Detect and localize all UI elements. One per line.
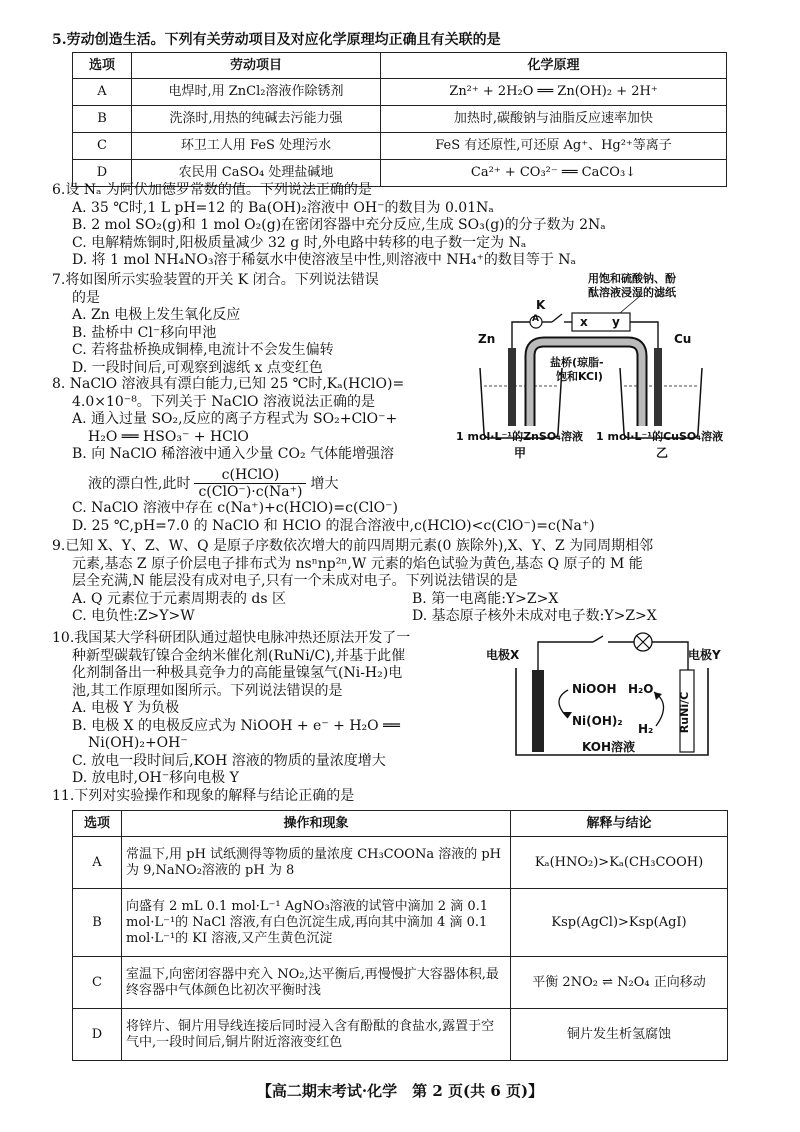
q11-stem xyxy=(52,788,760,806)
q8-cd xyxy=(52,500,760,535)
cell: 环卫工人用 FeS 处理污水 xyxy=(132,133,381,160)
option-b-cont: Ni(OH)₂+OH⁻ xyxy=(88,735,188,751)
cell: 加热时,碳酸钠与油脂反应速率加快 xyxy=(381,106,727,133)
cell: A xyxy=(73,837,122,889)
question-stem-cont: 层全充满,N 能层没有成对电子,只有一个未成对电子。下列说法错误的是 xyxy=(72,573,518,589)
fraction xyxy=(194,467,306,500)
option-d: D. 一段时间后,可观察到滤纸 x 点变红色 xyxy=(72,359,323,376)
cell: 常温下,用 pH 试纸测得等物质的量浓度 CH₃COONa 溶液的 pH 为 9,NaNO₂溶液的 pH 为 8 xyxy=(122,837,511,889)
question-stem: 11.下列对实验操作和现象的解释与结论正确的是 xyxy=(52,788,355,804)
option-c: C. NaClO 溶液中存在 c(Na⁺)+c(HClO)=c(ClO⁻) xyxy=(72,500,398,516)
table-header: 操作和现象 xyxy=(122,811,511,837)
option-b-text: 液的漂白性,此时 xyxy=(88,475,191,492)
question-stem-cont: 种新型碳载钌镍合金纳米催化剂(RuNi/C),并基于此催 xyxy=(72,647,406,664)
table-row xyxy=(73,957,728,1009)
q10-figure xyxy=(488,630,738,775)
cell: 将锌片、铜片用导线连接后同时浸入含有酚酞的食盐水,露置于空气中,一段时间后,铜片附近溶液变红色 xyxy=(122,1009,511,1061)
option-a: A. 35 ℃时,1 L pH=12 的 Ba(OH)₂溶液中 OH⁻的数目为 0.01Nₐ xyxy=(72,199,494,216)
question-stem-cont: 池,其工作原理如图所示。下列说法错误的是 xyxy=(72,682,343,699)
question-stem: 6.设 Nₐ 为阿伏加德罗常数的值。下列说法正确的是 xyxy=(52,182,372,198)
option-b-text: 增大 xyxy=(310,475,339,492)
cu-solution-label: 1 mol·L⁻¹的CuSO₄溶液 xyxy=(596,430,724,443)
option-b: B. 2 mol SO₂(g)和 1 mol O₂(g)在密闭容器中充分反应,生成 SO₃(g)的分子数为 2Nₐ xyxy=(72,217,606,233)
cell-jia-label: 甲 xyxy=(514,446,527,460)
point-x-label: x xyxy=(580,315,588,329)
cell: Zn²⁺ + 2H₂O ══ Zn(OH)₂ + 2H⁺ xyxy=(381,79,727,106)
option-d: D. 放电时,OH⁻移向电极 Y xyxy=(72,770,239,786)
paper-label: 酞溶液浸湿的滤纸 xyxy=(588,286,676,299)
cell: FeS 有还原性,可还原 Ag⁺、Hg²⁺等离子 xyxy=(381,133,727,160)
q5-stem xyxy=(52,32,760,50)
table-row xyxy=(73,79,727,106)
ammeter-label: A xyxy=(532,314,539,324)
table-row xyxy=(73,837,728,889)
option-b: B. 电极 X 的电极反应式为 NiOOH + e⁻ + H₂O ══ xyxy=(72,717,400,734)
question-stem: 9.已知 X、Y、Z、W、Q 是原子序数依次增大的前四周期元素(0 族除外),X、Y、Z 为同周期相邻 xyxy=(52,538,654,554)
option-b: B. 向 NaClO 稀溶液中通入少量 CO₂ 气体能增强溶 xyxy=(72,446,395,462)
q7-figure xyxy=(456,268,740,468)
fraction-numerator: c(HClO) xyxy=(194,467,306,484)
q9-cd xyxy=(52,608,760,626)
option-c: C. 若将盐桥换成铜棒,电流计不会发生偏转 xyxy=(72,342,334,358)
electrode-y-label: 电极Y xyxy=(688,648,721,662)
option-d: D. 将 1 mol NH₄NO₃溶于稀氨水中使溶液呈中性,则溶液中 NH₄⁺的数目等于 Nₐ xyxy=(72,252,576,268)
nioh-label: Ni(OH)₂ xyxy=(572,714,623,728)
cell-yi-label: 乙 xyxy=(656,446,669,460)
cell: D xyxy=(73,1009,122,1061)
table-header: 劳动项目 xyxy=(132,53,381,79)
koh-label: KOH溶液 xyxy=(582,740,636,754)
salt-bridge-label: 饱和KCl) xyxy=(556,370,603,383)
option-a-cont: H₂O ══ HSO₃⁻ + HClO xyxy=(88,428,249,445)
paper-label: 用饱和硫酸钠、酚 xyxy=(588,272,676,285)
cu-electrode xyxy=(654,348,662,426)
question-stem-cont: 的是 xyxy=(72,289,100,306)
cell: Ksp(AgCl)>Ksp(AgI) xyxy=(511,889,728,957)
cell: B xyxy=(73,106,132,133)
cell: 平衡 2NO₂ ⇌ N₂O₄ 正向移动 xyxy=(511,957,728,1009)
table-header: 化学原理 xyxy=(381,53,727,79)
electrode-x xyxy=(532,670,544,752)
cell: Kₐ(HNO₂)>Kₐ(CH₃COOH) xyxy=(511,837,728,889)
q10 xyxy=(52,630,500,788)
question-stem: 10.我国某大学科研团队通过超快电脉冲热还原法开发了一 xyxy=(52,630,411,646)
cell: A xyxy=(73,79,132,106)
cell: 农民用 CaSO₄ 处理盐碱地 xyxy=(132,160,381,187)
table-header: 选项 xyxy=(73,811,122,837)
h2-label: H₂ xyxy=(638,722,654,736)
question-stem: 8. NaClO 溶液具有漂白能力,已知 25 ℃时,Kₐ(HClO)= xyxy=(52,376,405,392)
question-stem-cont: 元素,基态 Z 原子价层电子排布式为 nsⁿnp²ⁿ,W 元素的焰色试验为黄色,基态 Q 原子的 M 能 xyxy=(72,555,643,572)
option-a: A. 电极 Y 为负极 xyxy=(72,700,180,716)
option-b: B. 第一电离能:Y>Z>X xyxy=(412,590,559,607)
question-stem: 7.将如图所示实验装置的开关 K 闭合。下列说法错误 xyxy=(52,272,379,288)
q6 xyxy=(52,182,760,270)
q7 xyxy=(52,272,460,377)
option-d: D. 25 ℃,pH=7.0 的 NaClO 和 HClO 的混合溶液中,c(HClO)<c(ClO⁻)=c(Na⁺) xyxy=(72,517,595,534)
q5-table xyxy=(72,52,727,187)
question-stem-cont: 化剂制备出一种极具竞争力的高能量镍氢气(Ni-H₂)电 xyxy=(72,665,403,681)
q9-ab xyxy=(52,591,760,609)
q8 xyxy=(52,376,480,504)
option-b-cont xyxy=(52,464,480,504)
salt-bridge-label: 盐桥(琼脂- xyxy=(550,356,604,369)
point-y-label: y xyxy=(612,315,620,329)
cell: D xyxy=(73,160,132,187)
cell: C xyxy=(73,957,122,1009)
option-c: C. 电解精炼铜时,阳极质量减少 32 g 时,外电路中转移的电子数一定为 Nₐ xyxy=(72,234,527,251)
table-row xyxy=(73,889,728,957)
cu-label: Cu xyxy=(674,332,692,346)
option-a: A. 通入过量 SO₂,反应的离子方程式为 SO₂+ClO⁻+ xyxy=(72,411,398,427)
switch-icon xyxy=(552,314,562,322)
switch-icon xyxy=(593,636,603,642)
cell: 洗涤时,用热的纯碱去污能力强 xyxy=(132,106,381,133)
h2o-label: H₂O xyxy=(628,682,654,696)
switch-label: K xyxy=(536,298,546,312)
cell: Ca²⁺ + CO₃²⁻ ══ CaCO₃↓ xyxy=(381,160,727,187)
question-stem-cont: 4.0×10⁻⁸。下列关于 NaClO 溶液说法正确的是 xyxy=(72,393,375,410)
option-c: C. 电负性:Z>Y>W xyxy=(72,608,195,624)
niooh-label: NiOOH xyxy=(572,682,617,696)
zn-solution-label: 1 mol·L⁻¹的ZnSO₄溶液 xyxy=(456,430,583,443)
option-a: A. Zn 电极上发生氧化反应 xyxy=(72,307,241,323)
cell: 电焊时,用 ZnCl₂溶液作除锈剂 xyxy=(132,79,381,106)
question-stem: 5.劳动创造生活。下列有关劳动项目及对应化学原理均正确且有关联的是 xyxy=(52,32,501,48)
electrode-x-label: 电极X xyxy=(486,648,520,662)
table-row xyxy=(73,106,727,133)
table-header: 解释与结论 xyxy=(511,811,728,837)
option-d: D. 基态原子核外未成对电子数:Y>Z>X xyxy=(412,608,657,624)
page-footer: 【高二期末考试·化学 第 2 页(共 6 页)】 xyxy=(256,1082,544,1100)
zn-electrode xyxy=(508,348,516,426)
cell: C xyxy=(73,133,132,160)
q11-table xyxy=(72,810,728,1061)
option-c: C. 放电一段时间后,KOH 溶液的物质的量浓度增大 xyxy=(72,752,386,769)
fraction-denominator: c(ClO⁻)·c(Na⁺) xyxy=(198,484,303,500)
cell: B xyxy=(73,889,122,957)
option-a: A. Q 元素位于元素周期表的 ds 区 xyxy=(72,590,286,607)
cell: 铜片发生析氢腐蚀 xyxy=(511,1009,728,1061)
cell: 室温下,向密闭容器中充入 NO₂,达平衡后,再慢慢扩大容器体积,最终容器中气体颜色比初次平衡时浅 xyxy=(122,957,511,1009)
cell: 向盛有 2 mL 0.1 mol·L⁻¹ AgNO₃溶液的试管中滴加 2 滴 0.1 mol·L⁻¹的 NaCl 溶液,有白色沉淀生成,再向其中滴加 4 滴 0.1 mol·L⁻¹的 KI 溶液,又产生黄色沉淀 xyxy=(122,889,511,957)
q9 xyxy=(52,538,760,626)
zn-label: Zn xyxy=(478,332,496,346)
option-b: B. 盐桥中 Cl⁻移向甲池 xyxy=(72,324,217,341)
table-row xyxy=(73,133,727,160)
table-row xyxy=(73,1009,728,1061)
runi-label: RuNi/C xyxy=(678,691,692,734)
table-header: 选项 xyxy=(73,53,132,79)
